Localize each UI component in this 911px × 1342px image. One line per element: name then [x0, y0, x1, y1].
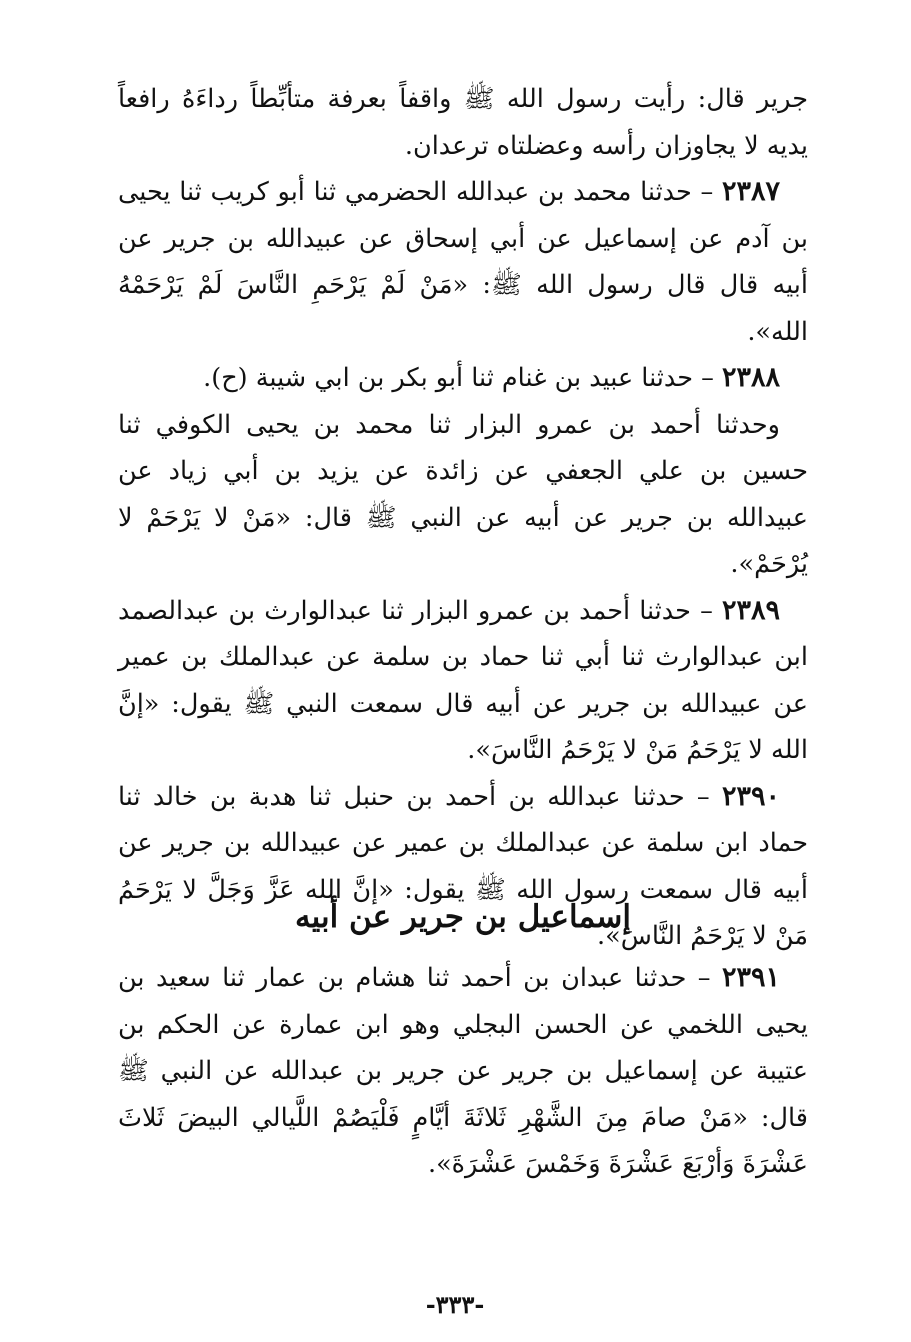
- hadith-paragraph: [118, 955, 808, 1188]
- hadith-number: ٢٣٨٩: [721, 594, 780, 626]
- paragraph-text: – حدثنا عبدالله بن أحمد بن حنبل ثنا هدبة بن خالد ثنا حماد ابن سلمة عن عبدالملك بن عمير عن عبيدالله بن جرير عن أبيه قال سمعت رسول الله ﷺ يقول: «إنَّ الله عَزَّ وَجَلَّ لا يَرْحَمُ مَنْ لا يَرْحَمُ النَّاسَ».: [118, 781, 808, 951]
- hadith-paragraph: [118, 402, 808, 588]
- paragraph-text: – حدثنا محمد بن عبدالله الحضرمي ثنا أبو كريب ثنا يحيى بن آدم عن إسماعيل عن أبي إسحاق عن عبيدالله بن جرير عن أبيه قال قال رسول الله ﷺ: «مَنْ لَمْ يَرْحَمِ النَّاسَ لَمْ يَرْحَمْهُ الله».: [118, 177, 808, 347]
- paragraph-text: – حدثنا عبدان بن أحمد ثنا هشام بن عمار ثنا سعيد بن يحيى اللخمي عن الحسن البجلي وهو ابن عمارة عن الحكم بن عتيبة عن إسماعيل بن جرير عن جرير بن عبدالله عن النبي ﷺ قال: «مَنْ صامَ مِنَ الشَّهْرِ ثَلاثَةَ أيَّامٍ فَلْيَصُمْ اللَّيالي البيضَ ثَلاثَ عَشْرَةَ وَأرْبَعَ عَشْرَةَ وَخَمْسَ عَشْرَةَ».: [118, 963, 808, 1179]
- hadith-number: ٢٣٨٧: [722, 176, 781, 207]
- paragraph-continuation: [118, 76, 808, 169]
- paragraph-text: جرير قال: رأيت رسول الله ﷺ واقفاً بعرفة متأبِّطاً رداءَهُ رافعاً يديه لا يجاوزان رأسه وعضلتاه ترعدان.: [118, 84, 808, 161]
- upper-text-block: [118, 76, 808, 960]
- lower-text-block: [118, 955, 808, 1188]
- hadith-paragraph: [118, 588, 808, 774]
- hadith-number: ٢٣٩١: [721, 962, 780, 993]
- paragraph-text: وحدثنا أحمد بن عمرو البزار ثنا محمد بن يحيى الكوفي ثنا حسين بن علي الجعفي عن زائدة عن يزيد بن أبي زياد عن عبيدالله بن جرير عن أبيه عن النبي ﷺ قال: «مَنْ لا يَرْحَمْ لا يُرْحَمْ».: [118, 409, 808, 579]
- section-heading: إسماعيل بن جرير عن أبيه: [295, 899, 631, 935]
- hadith-paragraph: [118, 355, 808, 402]
- paragraph-text: – حدثنا أحمد بن عمرو البزار ثنا عبدالوارث بن عبدالصمد ابن عبدالوارث ثنا أبي ثنا حماد بن سلمة عن عبدالملك بن عمير عن عبيدالله بن جرير عن أبيه قال سمعت النبي ﷺ يقول: «إنَّ الله لا يَرْحَمُ مَنْ لا يَرْحَمُ النَّاسَ».: [118, 595, 808, 765]
- hadith-number: ٢٣٨٨: [721, 362, 780, 393]
- hadith-number: ٢٣٩٠: [721, 780, 780, 812]
- paragraph-text: – حدثنا عبيد بن غنام ثنا أبو بكر بن ابي شيبة (ح).: [203, 363, 714, 393]
- hadith-paragraph: [118, 169, 808, 355]
- page-number: -٣٣٣-: [425, 1290, 485, 1319]
